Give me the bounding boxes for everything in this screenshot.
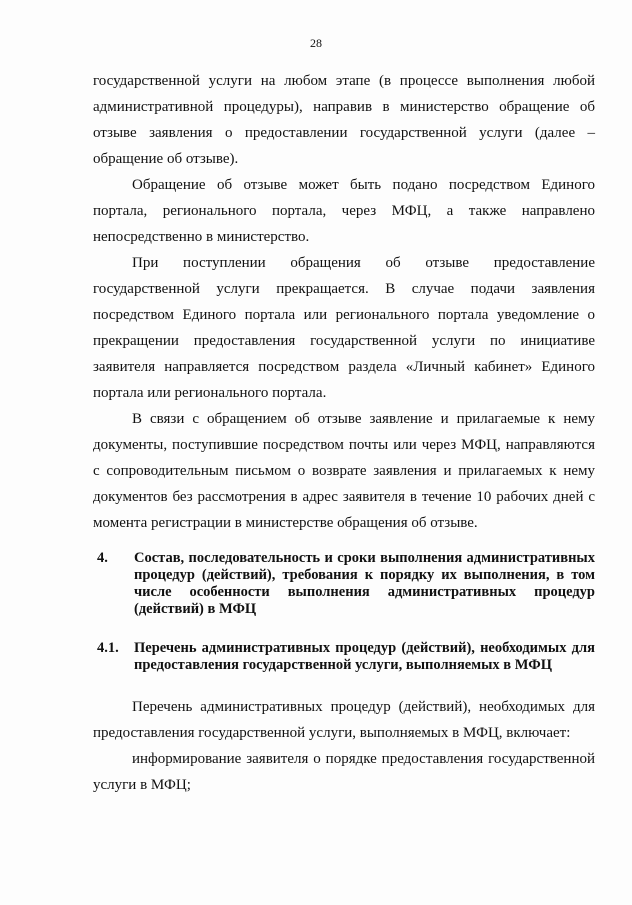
section-4-1-number: 4.1.	[97, 640, 119, 656]
page-content	[93, 68, 595, 798]
section-4-1-title: Перечень административных процедур (действий), необходимых для предоставления государственной услуги, выполняемых в МФЦ	[134, 640, 595, 673]
section-4-heading	[93, 550, 595, 618]
paragraph-procedures-list-intro: Перечень административных процедур (действий), необходимых для предоставления государственной услуги, выполняемых в МФЦ, включает:	[93, 699, 595, 741]
page-number: 28	[310, 36, 322, 50]
paragraph-termination: При поступлении обращения об отзыве предоставление государственной услуги прекращается. В случае подачи заявления посредством Единого портала или регионального портала уведомление о прекращении предоставления государственной услуги по инициативе заявителя направляется посредством раздела «Личный кабинет» Единого портала или регионального портала.	[93, 255, 595, 401]
section-4-title: Состав, последовательность и сроки выполнения административных процедур (действий), требования к порядку их выполнения, в том числе особенности выполнения административных процедур (действий) в МФЦ	[134, 550, 595, 617]
paragraph-continuation: государственной услуги на любом этапе (в процессе выполнения любой административной процедуры), направив в министерство обращение об отзыве заявления о предоставлении государственной услуги (далее – обращение об отзыве).	[93, 73, 595, 167]
paragraph-withdrawal-channels: Обращение об отзыве может быть подано посредством Единого портала, регионального портала, через МФЦ, а также направлено непосредственно в министерство.	[93, 177, 595, 245]
section-4-number: 4.	[97, 550, 108, 566]
section-4-1-heading	[93, 640, 595, 674]
list-item-informing: информирование заявителя о порядке предоставления государственной услуги в МФЦ;	[93, 751, 595, 793]
paragraph-return-documents: В связи с обращением об отзыве заявление и прилагаемые к нему документы, поступившие посредством почты или через МФЦ, направляются с сопроводительным письмом о возврате заявления и прилагаемых к нему документов без рассмотрения в адрес заявителя в течение 10 рабочих дней с момента регистрации в министерстве обращения об отзыве.	[93, 411, 595, 531]
